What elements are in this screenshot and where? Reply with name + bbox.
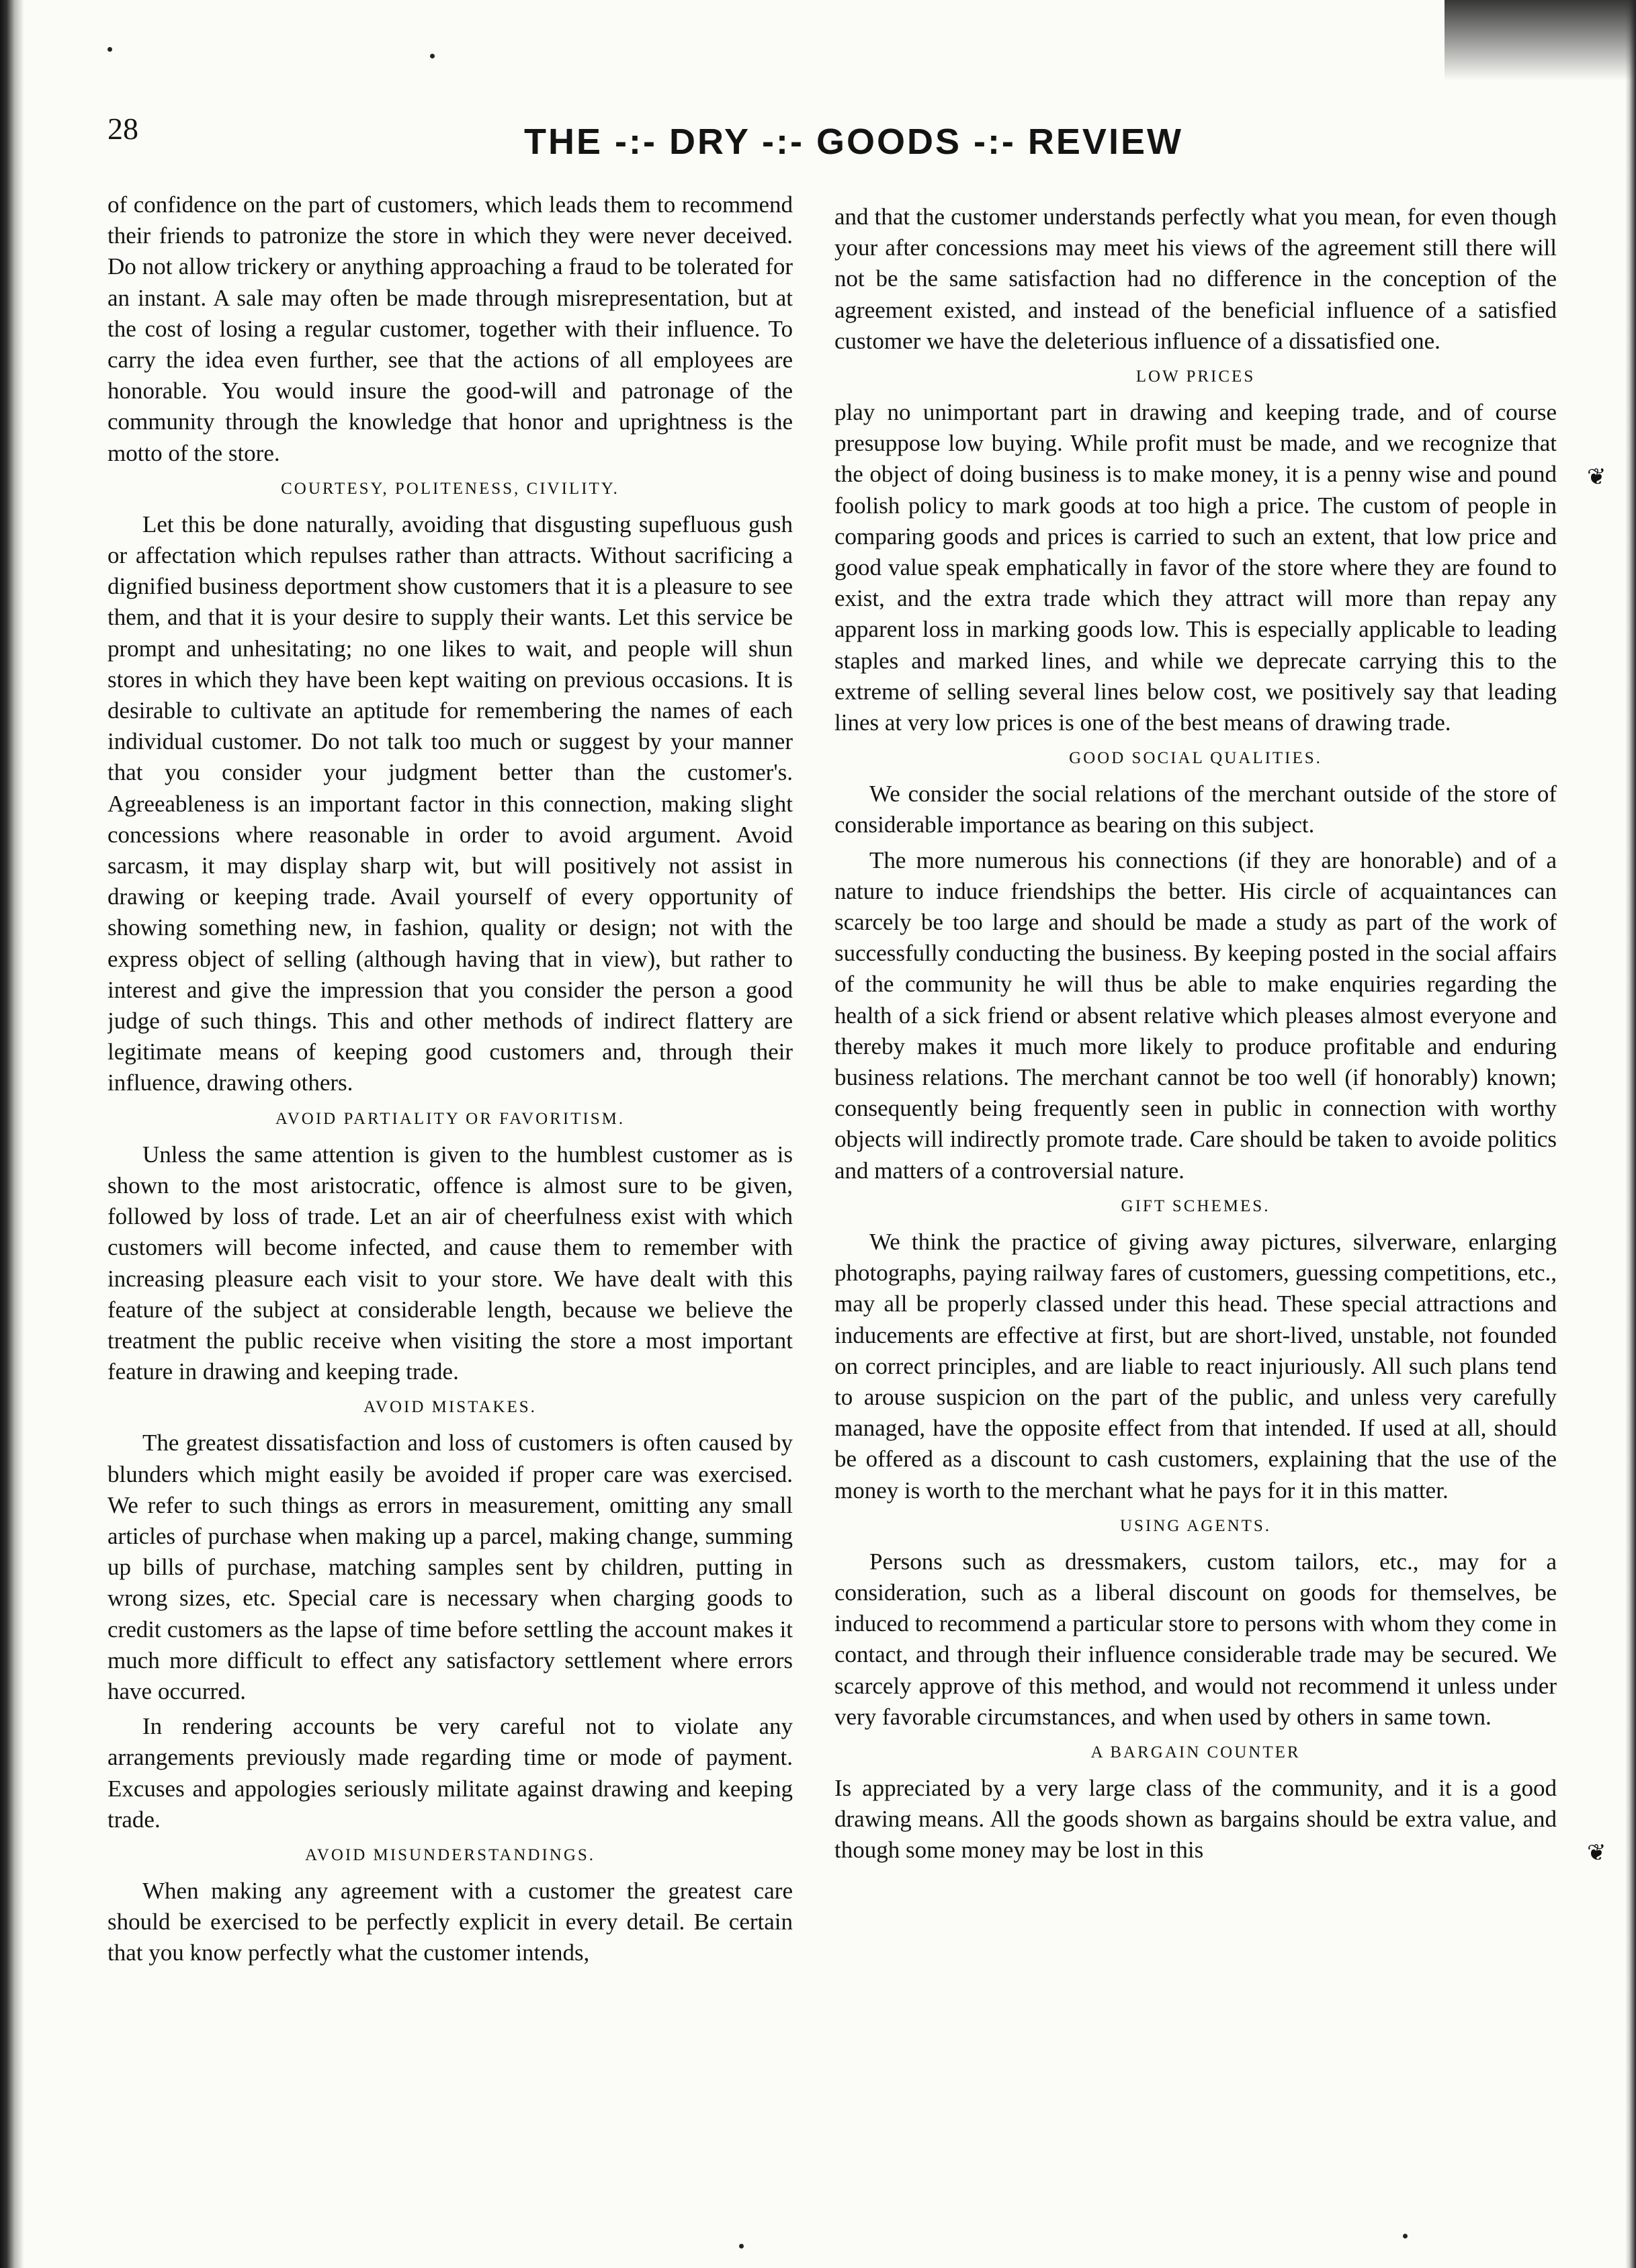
paragraph: Let this be done naturally, avoiding that disgusting supefluous gush or affectation which repulses rather than attracts. Without sacrificing a dignified business deportment show customers that it is a pleasure to see them, and that it is your desire to supply their wants. Let this service be prompt and unhesitating; no one likes to wait, and people will shun stores in which they have been kept waiting on previous occasions. It is desirable to cultivate an aptitude for remembering the names of each individual customer. Do not talk too much or suggest by your manner that you consider your judgment better than the customer's. Agreeableness is an important factor in this connection, making slight concessions where reasonable in order to avoid argument. Avoid sarcasm, it may display sharp wit, but will positively not assist in drawing or keeping trade. Avail yourself of every opportunity of showing something new, in fashion, quality or design; not with the express object of selling (although having that in view), but rather to interest and give the impression that you consider the person a good judge of such things. This and other methods of indirect flattery are legitimate means of keeping good customers and, through their influence, drawing others. — [107, 511, 793, 1096]
section-heading: AVOID MISTAKES. — [363, 1398, 537, 1417]
paragraph: and that the customer understands perfectly what you mean, for even though your after concessions may meet his views of the agreement still there will not be the same satisfaction had no difference in the conception of the agreement existed, and instead of the beneficial influence of a satisfied customer we have the deleterious influence of a dissatisfied one. — [834, 204, 1557, 354]
ink-speck — [107, 47, 112, 52]
right-column — [834, 202, 1557, 2230]
scan-edge-right — [1625, 0, 1636, 2268]
ink-speck — [1403, 2234, 1408, 2238]
section-heading: GOOD SOCIAL QUALITIES. — [1069, 749, 1322, 768]
page-title: THE -:- DRY -:- GOODS -:- REVIEW — [524, 122, 1183, 162]
scan-edge-left — [0, 0, 24, 2268]
left-column — [107, 189, 793, 2218]
ink-speck — [430, 54, 435, 58]
section-heading: USING AGENTS. — [1119, 1516, 1272, 1535]
paragraph: When making any agreement with a customer the greatest care should be exercised to be perfectly explicit in every detail. Be certain that you know perfectly what the customer intends, — [107, 1877, 793, 1966]
paragraph: Is appreciated by a very large class of the community, and it is a good drawing means. All the goods shown as bargains should be extra value, and though some money may be lost in this — [834, 1774, 1557, 1864]
section-heading: A BARGAIN COUNTER — [1090, 1743, 1301, 1761]
paragraph: play no unimportant part in drawing and keeping trade, and of course presuppose low buying. While profit must be made, and we recognize that the object of doing business is to make money, it is a penny wise and pound foolish policy to mark goods at too high a price. The custom of people in comparing goods and prices is carried to such an extent, that low price and good value speak emphatically in favor of the store where they are found to exist, and the extra trade which they attract will more than repay any apparent loss in marking goods low. This is especially applicable to leading staples and marked lines, and while we deprecate carrying this to the extreme of selling several lines below cost, we positively say that leading lines at very low prices is one of the best means of drawing trade. — [834, 399, 1557, 736]
paragraph: Persons such as dressmakers, custom tailors, etc., may for a consideration, such as a liberal discount on goods for themselves, be induced to recommend a particular store to persons with whom they come in contact, and through their influence considerable trade may be secured. We scarcely approve of this method, and would not recommend it unless under very favorable circumstances, and when used by others in same town. — [834, 1548, 1557, 1730]
section-heading: LOW PRICES — [1135, 367, 1256, 386]
page-number: 28 — [107, 112, 138, 146]
section-heading: AVOID PARTIALITY OR FAVORITISM. — [275, 1109, 626, 1128]
paragraph: In rendering accounts be very careful not to violate any arrangements previously made regarding time or mode of payment. Excuses and appologies seriously militate against drawing and keeping trade. — [107, 1713, 793, 1833]
paragraph: of confidence on the part of customers, which leads them to recommend their friends to patronize the store in which they were never deceived. Do not allow trickery or anything approaching a fraud to be tolerated for an instant. A sale may often be made through misrepresentation, but at the cost of losing a regular customer, together with their influence. To carry the idea even further, see that the actions of all employees are honorable. You would insure the good-will and patronage of the community through the knowledge that honor and uprightness is the motto of the store. — [107, 191, 793, 466]
section-heading: AVOID MISUNDERSTANDINGS. — [304, 1845, 596, 1864]
paragraph: Unless the same attention is given to the humblest customer as is shown to the most aristocratic, offence is almost sure to be given, followed by loss of trade. Let an air of cheerfulness exist with which customers will become infected, and cause them to remember with increasing pleasure each visit to your store. We have dealt with this feature of the subject at considerable length, because we believe the treatment the public receive when visiting the store a most important feature in drawing and keeping trade. — [107, 1141, 793, 1385]
ink-speck — [739, 2244, 744, 2249]
fleuron-ornament-icon: ❦ — [1587, 1841, 1606, 1866]
paragraph: We think the practice of giving away pictures, silverware, enlarging photographs, paying railway fares of customers, guessing competitions, etc., may all be properly classed under this head. These special attractions and inducements are effective at first, but are short-lived, unstable, not founded on correct principles, and are liable to react injuriously. All such plans tend to arouse suspicion on the part of the public, and unless very carefully managed, have the opposite effect from that intended. If used at all, should be offered as a discount to cash customers, explaining that the use of the money is worth to the merchant what he pays for it in this matter. — [834, 1228, 1557, 1503]
paragraph: We consider the social relations of the merchant outside of the store of considerable importance as bearing on this subject. — [834, 781, 1557, 838]
section-heading: GIFT SCHEMES. — [1121, 1196, 1271, 1215]
paragraph: The more numerous his connections (if they are honorable) and of a nature to induce friendships the better. His circle of acquaintances can scarcely be too large and should be made a study as part of the work of successfully conducting the business. By keeping posted in the social affairs of the community he will thus be able to make enquiries regarding the health of a sick friend or absent relative which pleases almost everyone and thereby makes it much more likely to produce profitable and enduring business relations. The merchant cannot be too well (if honorably) known; consequently being frequently seen in public in connection with worthy objects will indirectly promote trade. Care should be taken to avoide politics and matters of a controversial nature. — [834, 846, 1557, 1184]
section-heading: COURTESY, POLITENESS, CIVILITY. — [281, 479, 619, 498]
paragraph: The greatest dissatisfaction and loss of customers is often caused by blunders which might easily be avoided if proper care was exercised. We refer to such things as errors in measurement, omitting any small articles of purchase when making up a parcel, making change, summing up bills of purchase, matching samples sent by children, putting in wrong sizes, etc. Special care is necessary when charging goods to credit customers as the lapse of time before settling the account makes it much more difficult to effect any satisfactory settlement where errors have occurred. — [107, 1430, 793, 1704]
fleuron-ornament-icon: ❦ — [1587, 465, 1606, 490]
scan-edge-top — [1445, 0, 1636, 81]
